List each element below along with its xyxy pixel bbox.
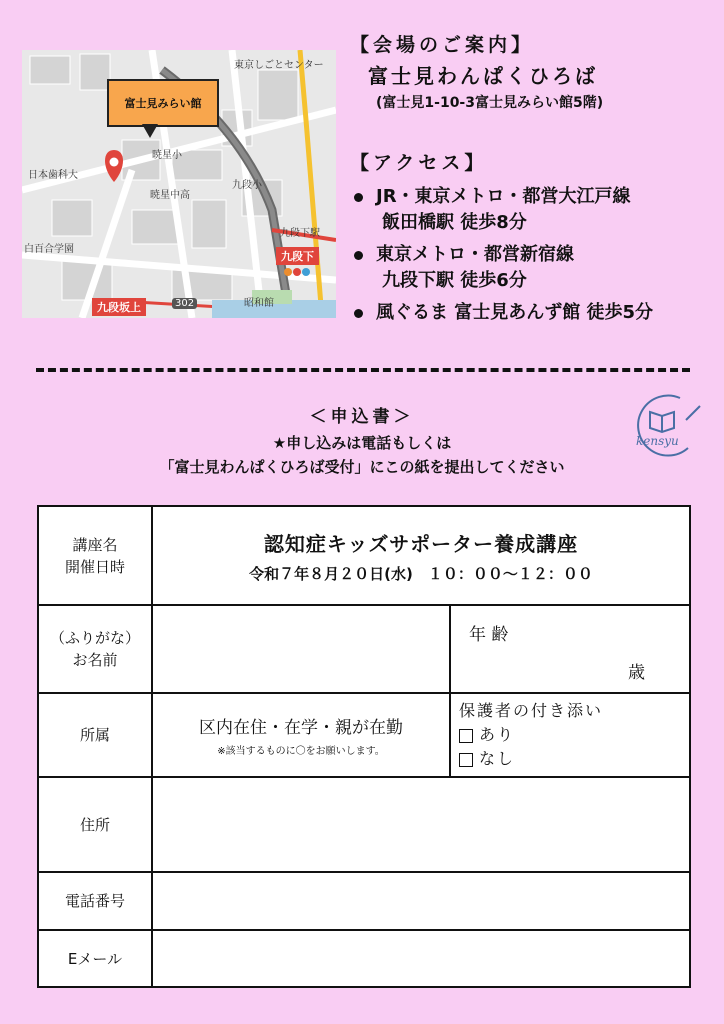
application-note-1: ★申し込みは電話もしくは xyxy=(272,434,452,452)
address-input-cell[interactable] xyxy=(152,777,690,872)
affiliation-label: 所属 xyxy=(38,693,152,777)
course-label: 講座名 xyxy=(72,535,118,554)
venue-name: 富士見わんぱくひろば xyxy=(368,64,598,88)
route-badge: 302 xyxy=(172,298,197,309)
bullet-icon xyxy=(354,309,363,318)
kensyu-logo xyxy=(628,390,708,460)
access-line: 風ぐるま 富士見あんず館 徒歩5分 xyxy=(376,302,654,323)
checkbox-icon[interactable] xyxy=(459,753,473,767)
access-line: 飯田橋駅 徒歩8分 xyxy=(382,212,527,233)
access-item xyxy=(352,184,722,236)
cut-line xyxy=(36,368,690,372)
map-callout xyxy=(107,79,219,127)
form-row-email xyxy=(38,930,690,987)
form-row-name xyxy=(38,605,690,693)
book-icon xyxy=(628,390,708,460)
guardian-yes-label: あり xyxy=(479,725,516,744)
access-line: 九段下駅 徒歩6分 xyxy=(382,270,527,291)
course-datetime: 令和７年８月２０日(水) １０：００～１２：００ xyxy=(249,564,593,583)
course-label-cell xyxy=(38,506,152,605)
access-item xyxy=(352,300,722,326)
guardian-no-label: なし xyxy=(479,749,516,768)
affiliation-cell[interactable] xyxy=(152,693,450,777)
name-label-cell xyxy=(38,605,152,693)
form-row-course xyxy=(38,506,690,605)
affiliation-options[interactable]: 区内在住・在学・親が在勤 xyxy=(199,718,403,738)
form-row-phone xyxy=(38,872,690,930)
map-label: 白百合学園 xyxy=(24,244,74,255)
map-label: 九段小 xyxy=(232,180,262,191)
application-note-2: 「富士見わんぱくひろば受付」にこの紙を提出してください xyxy=(159,458,565,476)
name-input-cell[interactable] xyxy=(152,605,450,693)
form-row-affiliation xyxy=(38,693,690,777)
logo-text: kensyu xyxy=(636,434,679,448)
map-red-label: 九段坂上 xyxy=(92,298,146,316)
access-line: 東京メトロ・都営新宿線 xyxy=(376,244,574,265)
form-row-address xyxy=(38,777,690,872)
map-label: 暁星中高 xyxy=(150,190,190,201)
age-cell[interactable] xyxy=(450,605,690,693)
map-label: 東京しごとセンター xyxy=(234,60,324,71)
name-label: お名前 xyxy=(72,651,118,669)
datetime-label: 開催日時 xyxy=(64,557,125,576)
access-heading: 【アクセス】 xyxy=(350,152,488,174)
furigana-label: （ふりがな） xyxy=(49,629,140,647)
guardian-cell xyxy=(450,693,690,777)
phone-label: 電話番号 xyxy=(38,872,152,930)
access-item xyxy=(352,242,722,294)
age-unit: 歳 xyxy=(628,663,645,683)
map-label: 九段下駅 xyxy=(280,228,320,239)
application-form xyxy=(37,505,691,988)
station-label: 九段下 xyxy=(276,247,319,265)
affiliation-note: ※該当するものに〇をお願いします。 xyxy=(217,746,385,757)
checkbox-icon[interactable] xyxy=(459,729,473,743)
application-title: ＜申込書＞ xyxy=(309,407,415,427)
access-list xyxy=(352,184,722,326)
venue-heading: 【会場のご案内】 xyxy=(350,34,535,56)
course-info-cell xyxy=(152,506,690,605)
bullet-icon xyxy=(354,193,363,202)
age-label: 年 齢 xyxy=(469,625,509,645)
callout-tail xyxy=(142,124,158,138)
email-label: Eメール xyxy=(38,930,152,987)
course-name: 認知症キッズサポーター養成講座 xyxy=(263,531,579,556)
access-line: JR・東京メトロ・都営大江戸線 xyxy=(376,186,631,207)
map-label: 昭和館 xyxy=(244,298,274,309)
callout-text: 富士見みらい館 xyxy=(124,97,202,110)
phone-input-cell[interactable] xyxy=(152,872,690,930)
bullet-icon xyxy=(354,251,363,260)
address-label: 住所 xyxy=(38,777,152,872)
venue-map xyxy=(22,50,336,318)
guardian-no-option[interactable] xyxy=(459,747,689,771)
guardian-label: 保護者の付き添い xyxy=(459,701,604,720)
map-label: 日本歯科大 xyxy=(28,170,78,181)
venue-address: (富士見1-10-3富士見みらい館5階) xyxy=(376,95,604,111)
email-input-cell[interactable] xyxy=(152,930,690,987)
map-label: 暁星小 xyxy=(152,150,182,161)
guardian-yes-option[interactable] xyxy=(459,723,689,747)
